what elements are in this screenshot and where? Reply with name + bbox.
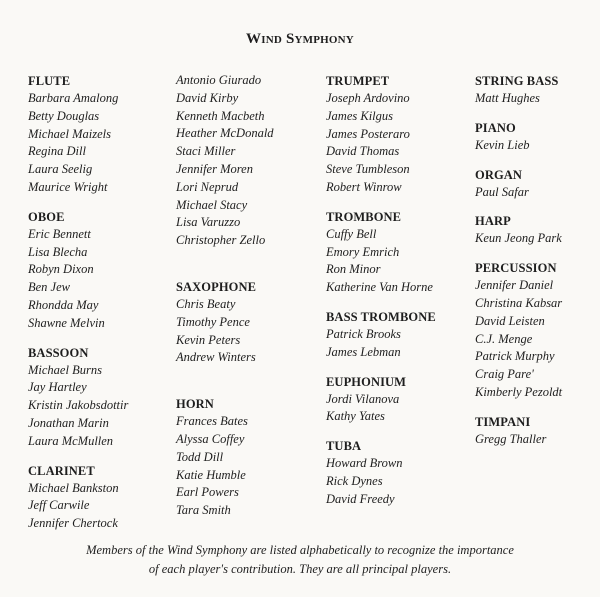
member-name: Kathy Yates <box>326 409 385 424</box>
member-name: Lori Neprud <box>176 179 239 194</box>
member-name: Kenneth Macbeth <box>176 108 265 123</box>
member-name: Patrick Murphy <box>475 349 555 364</box>
member-name: Staci Miller <box>176 144 236 159</box>
member-name: James Lebman <box>326 344 401 359</box>
member-name: Emory Emrich <box>326 244 400 259</box>
member-name: Frances Bates <box>176 414 248 429</box>
member-name: Michael Maizels <box>28 126 111 141</box>
member-name: Heather McDonald <box>176 126 274 141</box>
member-name: Keun Jeong Park <box>475 231 562 246</box>
section-organ <box>475 166 562 202</box>
member-name: Maurice Wright <box>28 179 108 194</box>
member-name: Gregg Thaller <box>475 431 547 446</box>
section-horn <box>176 395 274 520</box>
member-name: James Posteraro <box>326 126 410 141</box>
member-name: Kimberly Pezoldt <box>475 384 563 399</box>
column-2 <box>176 72 274 520</box>
member-name: Todd Dill <box>176 449 224 464</box>
member-name: Jordi Vilanova <box>326 391 400 406</box>
member-name: Robyn Dixon <box>28 262 94 277</box>
section-timpani <box>475 413 562 449</box>
member-name: James Kilgus <box>326 108 394 123</box>
section-heading: FLUTE <box>28 74 71 88</box>
member-name: Tara Smith <box>176 503 231 518</box>
section-bassoon <box>28 344 128 451</box>
section-bass-trombone <box>326 308 436 362</box>
section-heading: HARP <box>475 214 511 229</box>
member-name: Katherine Van Horne <box>326 280 433 295</box>
section-clarinet <box>28 462 128 533</box>
member-name: Andrew Winters <box>176 350 256 365</box>
member-name: Betty Douglas <box>28 108 100 123</box>
section-heading: ORGAN <box>475 167 523 182</box>
member-name: Rick Dynes <box>326 473 383 488</box>
section-harp <box>475 212 562 248</box>
footer-line-2: of each player's contribution. They are all principal players. <box>148 562 452 576</box>
section-heading: SAXOPHONE <box>176 279 257 294</box>
section-heading: HORN <box>176 397 214 412</box>
section-heading: PERCUSSION <box>475 261 557 276</box>
section-heading: TUBA <box>326 439 362 454</box>
column-4 <box>475 72 562 449</box>
section-saxophone <box>176 278 274 367</box>
member-name: David Freedy <box>326 491 395 506</box>
member-name: Jonathan Marin <box>28 415 109 430</box>
section-heading: TROMBONE <box>326 209 402 224</box>
section-heading: TRUMPET <box>326 74 390 88</box>
member-name: Alyssa Coffey <box>176 431 245 446</box>
section-heading: PIANO <box>475 120 516 135</box>
member-name: Kevin Peters <box>176 332 241 347</box>
member-name: Ron Minor <box>326 262 381 277</box>
section-flute <box>28 72 128 197</box>
member-name: C.J. Menge <box>475 331 533 346</box>
member-name: Lisa Blecha <box>28 244 88 259</box>
member-name: Barbara Amalong <box>28 91 119 105</box>
member-name: Kevin Lieb <box>475 137 530 152</box>
member-name: Katie Humble <box>176 467 246 482</box>
section-heading: TIMPANI <box>475 414 531 429</box>
footer-line-1: Members of the Wind Symphony are listed alphabetically to recognize the importance <box>86 543 514 557</box>
column-1 <box>28 72 128 533</box>
member-name: Paul Safar <box>475 184 529 199</box>
section-heading: BASS TROMBONE <box>326 309 436 324</box>
section-heading: BASSOON <box>28 345 89 360</box>
section-clarinet-continued <box>176 72 274 250</box>
member-name: Michael Stacy <box>176 197 248 212</box>
section-oboe <box>28 208 128 333</box>
member-name: David Leisten <box>475 313 545 328</box>
member-name: Regina Dill <box>28 144 86 159</box>
member-name: Timothy Pence <box>176 314 250 329</box>
section-heading: EUPHONIUM <box>326 374 407 389</box>
member-name: Michael Bankston <box>28 480 119 495</box>
section-tuba <box>326 437 436 508</box>
member-name: Earl Powers <box>176 485 239 500</box>
member-name: Robert Winrow <box>326 179 402 194</box>
member-name: Patrick Brooks <box>326 326 401 341</box>
member-name: Howard Brown <box>326 456 403 471</box>
page-title: Wind Symphony <box>246 31 354 47</box>
member-name: Eric Bennett <box>28 226 91 241</box>
section-string-bass <box>475 72 562 108</box>
section-trumpet <box>326 72 436 197</box>
member-name: Jay Hartley <box>28 380 87 395</box>
section-heading: CLARINET <box>28 463 95 478</box>
member-name: Antonio Giurado <box>176 73 262 87</box>
member-name: Ben Jew <box>28 280 70 295</box>
member-name: Laura Seelig <box>28 162 93 177</box>
member-name: Jennifer Moren <box>176 161 253 176</box>
member-name: Craig Pare' <box>475 367 534 382</box>
section-piano <box>475 119 562 155</box>
member-name: Jennifer Daniel <box>475 278 554 293</box>
member-name: Michael Burns <box>28 362 102 377</box>
section-heading: STRING BASS <box>475 74 559 88</box>
section-percussion <box>475 259 562 402</box>
member-name: Jennifer Chertock <box>28 516 118 531</box>
member-name: Lisa Varuzzo <box>176 215 241 230</box>
member-name: David Kirby <box>176 90 239 105</box>
section-euphonium <box>326 373 436 427</box>
member-name: Kristin Jakobsdottir <box>28 398 129 413</box>
section-trombone <box>326 208 436 297</box>
member-name: Joseph Ardovino <box>326 91 410 105</box>
member-name: Chris Beaty <box>176 296 236 311</box>
column-3 <box>326 72 436 509</box>
member-name: Shawne Melvin <box>28 315 105 330</box>
footer-note <box>0 541 600 579</box>
section-heading: OBOE <box>28 209 65 224</box>
member-name: Laura McMullen <box>28 433 114 448</box>
member-name: David Thomas <box>326 144 400 159</box>
member-name: Christina Kabsar <box>475 295 563 310</box>
member-name: Steve Tumbleson <box>326 162 410 177</box>
member-name: Matt Hughes <box>475 91 540 105</box>
member-name: Cuffy Bell <box>326 226 377 241</box>
member-name: Rhondda May <box>28 297 99 312</box>
member-name: Jeff Carwile <box>28 498 90 513</box>
member-name: Christopher Zello <box>176 233 266 248</box>
